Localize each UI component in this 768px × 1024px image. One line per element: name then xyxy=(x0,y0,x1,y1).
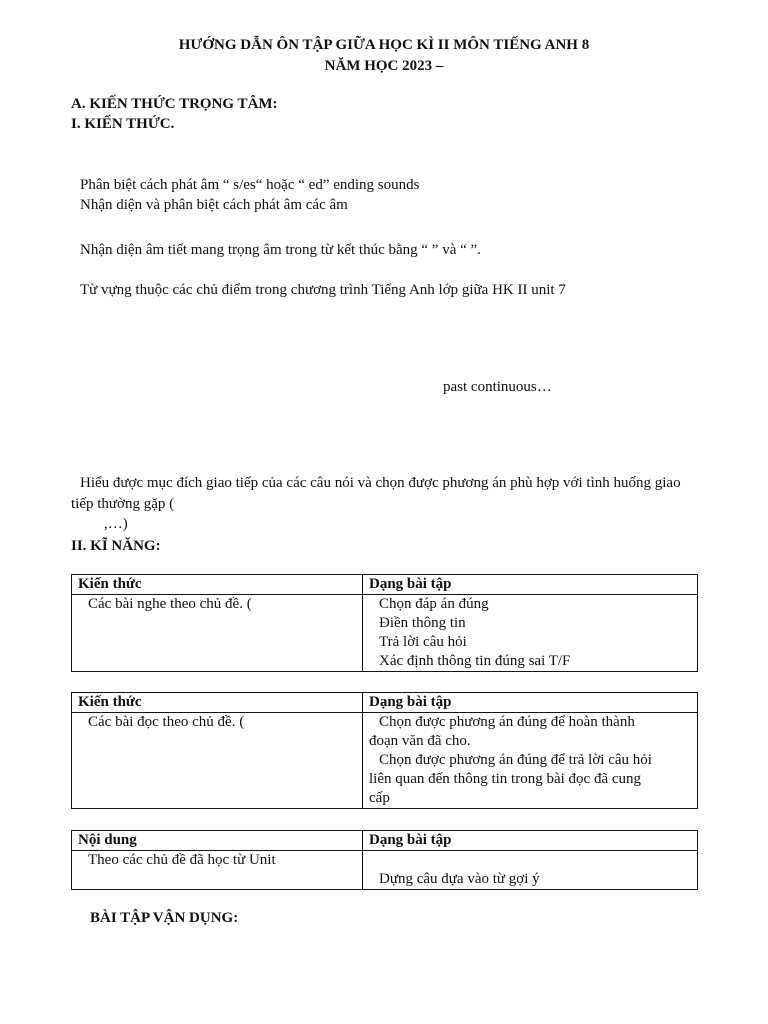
document-title-line1: HƯỚNG DẪN ÔN TẬP GIỮA HỌC KÌ II MÔN TIẾNG ANH 8 xyxy=(178,37,590,53)
writing-table-header-exercise: Dạng bài tập xyxy=(363,831,698,851)
section-ii-heading: II. KĨ NĂNG: xyxy=(71,538,161,554)
section-b-heading: BÀI TẬP VẬN DỤNG: xyxy=(90,910,239,926)
listening-exercise-3: Trả lời câu hỏi xyxy=(379,634,467,650)
listening-exercise-4: Xác định thông tin đúng sai T/F xyxy=(379,653,571,669)
document-title-line2: NĂM HỌC 2023 – xyxy=(324,58,444,74)
listening-table-right-cell xyxy=(363,595,698,672)
knowledge-item-3: Nhận diện âm tiết mang trọng âm trong từ kết thúc bằng “ ” và “ ”. xyxy=(80,242,481,258)
reading-table-header-exercise: Dạng bài tập xyxy=(363,693,698,713)
listening-table-header-knowledge: Kiến thức xyxy=(72,575,363,595)
writing-exercise-1: Dựng câu dựa vào từ gợi ý xyxy=(379,871,540,887)
listening-table-left-cell xyxy=(72,595,363,672)
knowledge-item-6-line2: tiếp thường gặp ( xyxy=(71,496,175,512)
listening-topic-text: Các bài nghe theo chủ đề. ( xyxy=(88,596,252,612)
knowledge-item-2: Nhận diện và phân biệt cách phát âm các âm xyxy=(80,197,348,213)
knowledge-item-1: Phân biệt cách phát âm “ s/es“ hoặc “ ed” ending sounds xyxy=(80,177,420,193)
writing-table-right-cell xyxy=(363,851,698,890)
writing-table-header-content: Nội dung xyxy=(72,831,363,851)
knowledge-item-6-line3: ,…) xyxy=(104,516,128,532)
reading-table xyxy=(71,692,698,809)
section-a-heading: A. KIẾN THỨC TRỌNG TÂM: xyxy=(71,96,278,112)
section-i-heading: I. KIẾN THỨC. xyxy=(71,116,175,132)
reading-table-header-knowledge: Kiến thức xyxy=(72,693,363,713)
writing-table-left-cell xyxy=(72,851,363,890)
reading-exercise-1-line2: đoạn văn đã cho. xyxy=(369,733,471,749)
listening-table-header-exercise: Dạng bài tập xyxy=(363,575,698,595)
listening-table xyxy=(71,574,698,672)
listening-exercise-2: Điền thông tin xyxy=(379,615,466,631)
reading-table-left-cell xyxy=(72,713,363,809)
writing-table xyxy=(71,830,698,890)
reading-exercise-1-line1: Chọn được phương án đúng để hoàn thành xyxy=(379,714,635,730)
knowledge-item-6-line1: Hiểu được mục đích giao tiếp của các câu nói và chọn được phương án phù hợp với tình huống giao xyxy=(80,475,681,491)
listening-exercise-1: Chọn đáp án đúng xyxy=(379,596,489,612)
reading-exercise-2-line1: Chọn được phương án đúng để trả lời câu hỏi xyxy=(379,752,652,768)
reading-exercise-2-line3: cấp xyxy=(369,790,390,806)
writing-topic-text: Theo các chủ đề đã học từ Unit xyxy=(88,852,276,868)
reading-topic-text: Các bài đọc theo chủ đề. ( xyxy=(88,714,245,730)
reading-table-right-cell xyxy=(363,713,698,809)
knowledge-item-5: past continuous… xyxy=(443,379,552,395)
reading-exercise-2-line2: liên quan đến thông tin trong bài đọc đã cung xyxy=(369,771,642,787)
knowledge-item-4: Từ vựng thuộc các chủ điểm trong chương trình Tiếng Anh lớp giữa HK II unit 7 xyxy=(80,282,566,298)
